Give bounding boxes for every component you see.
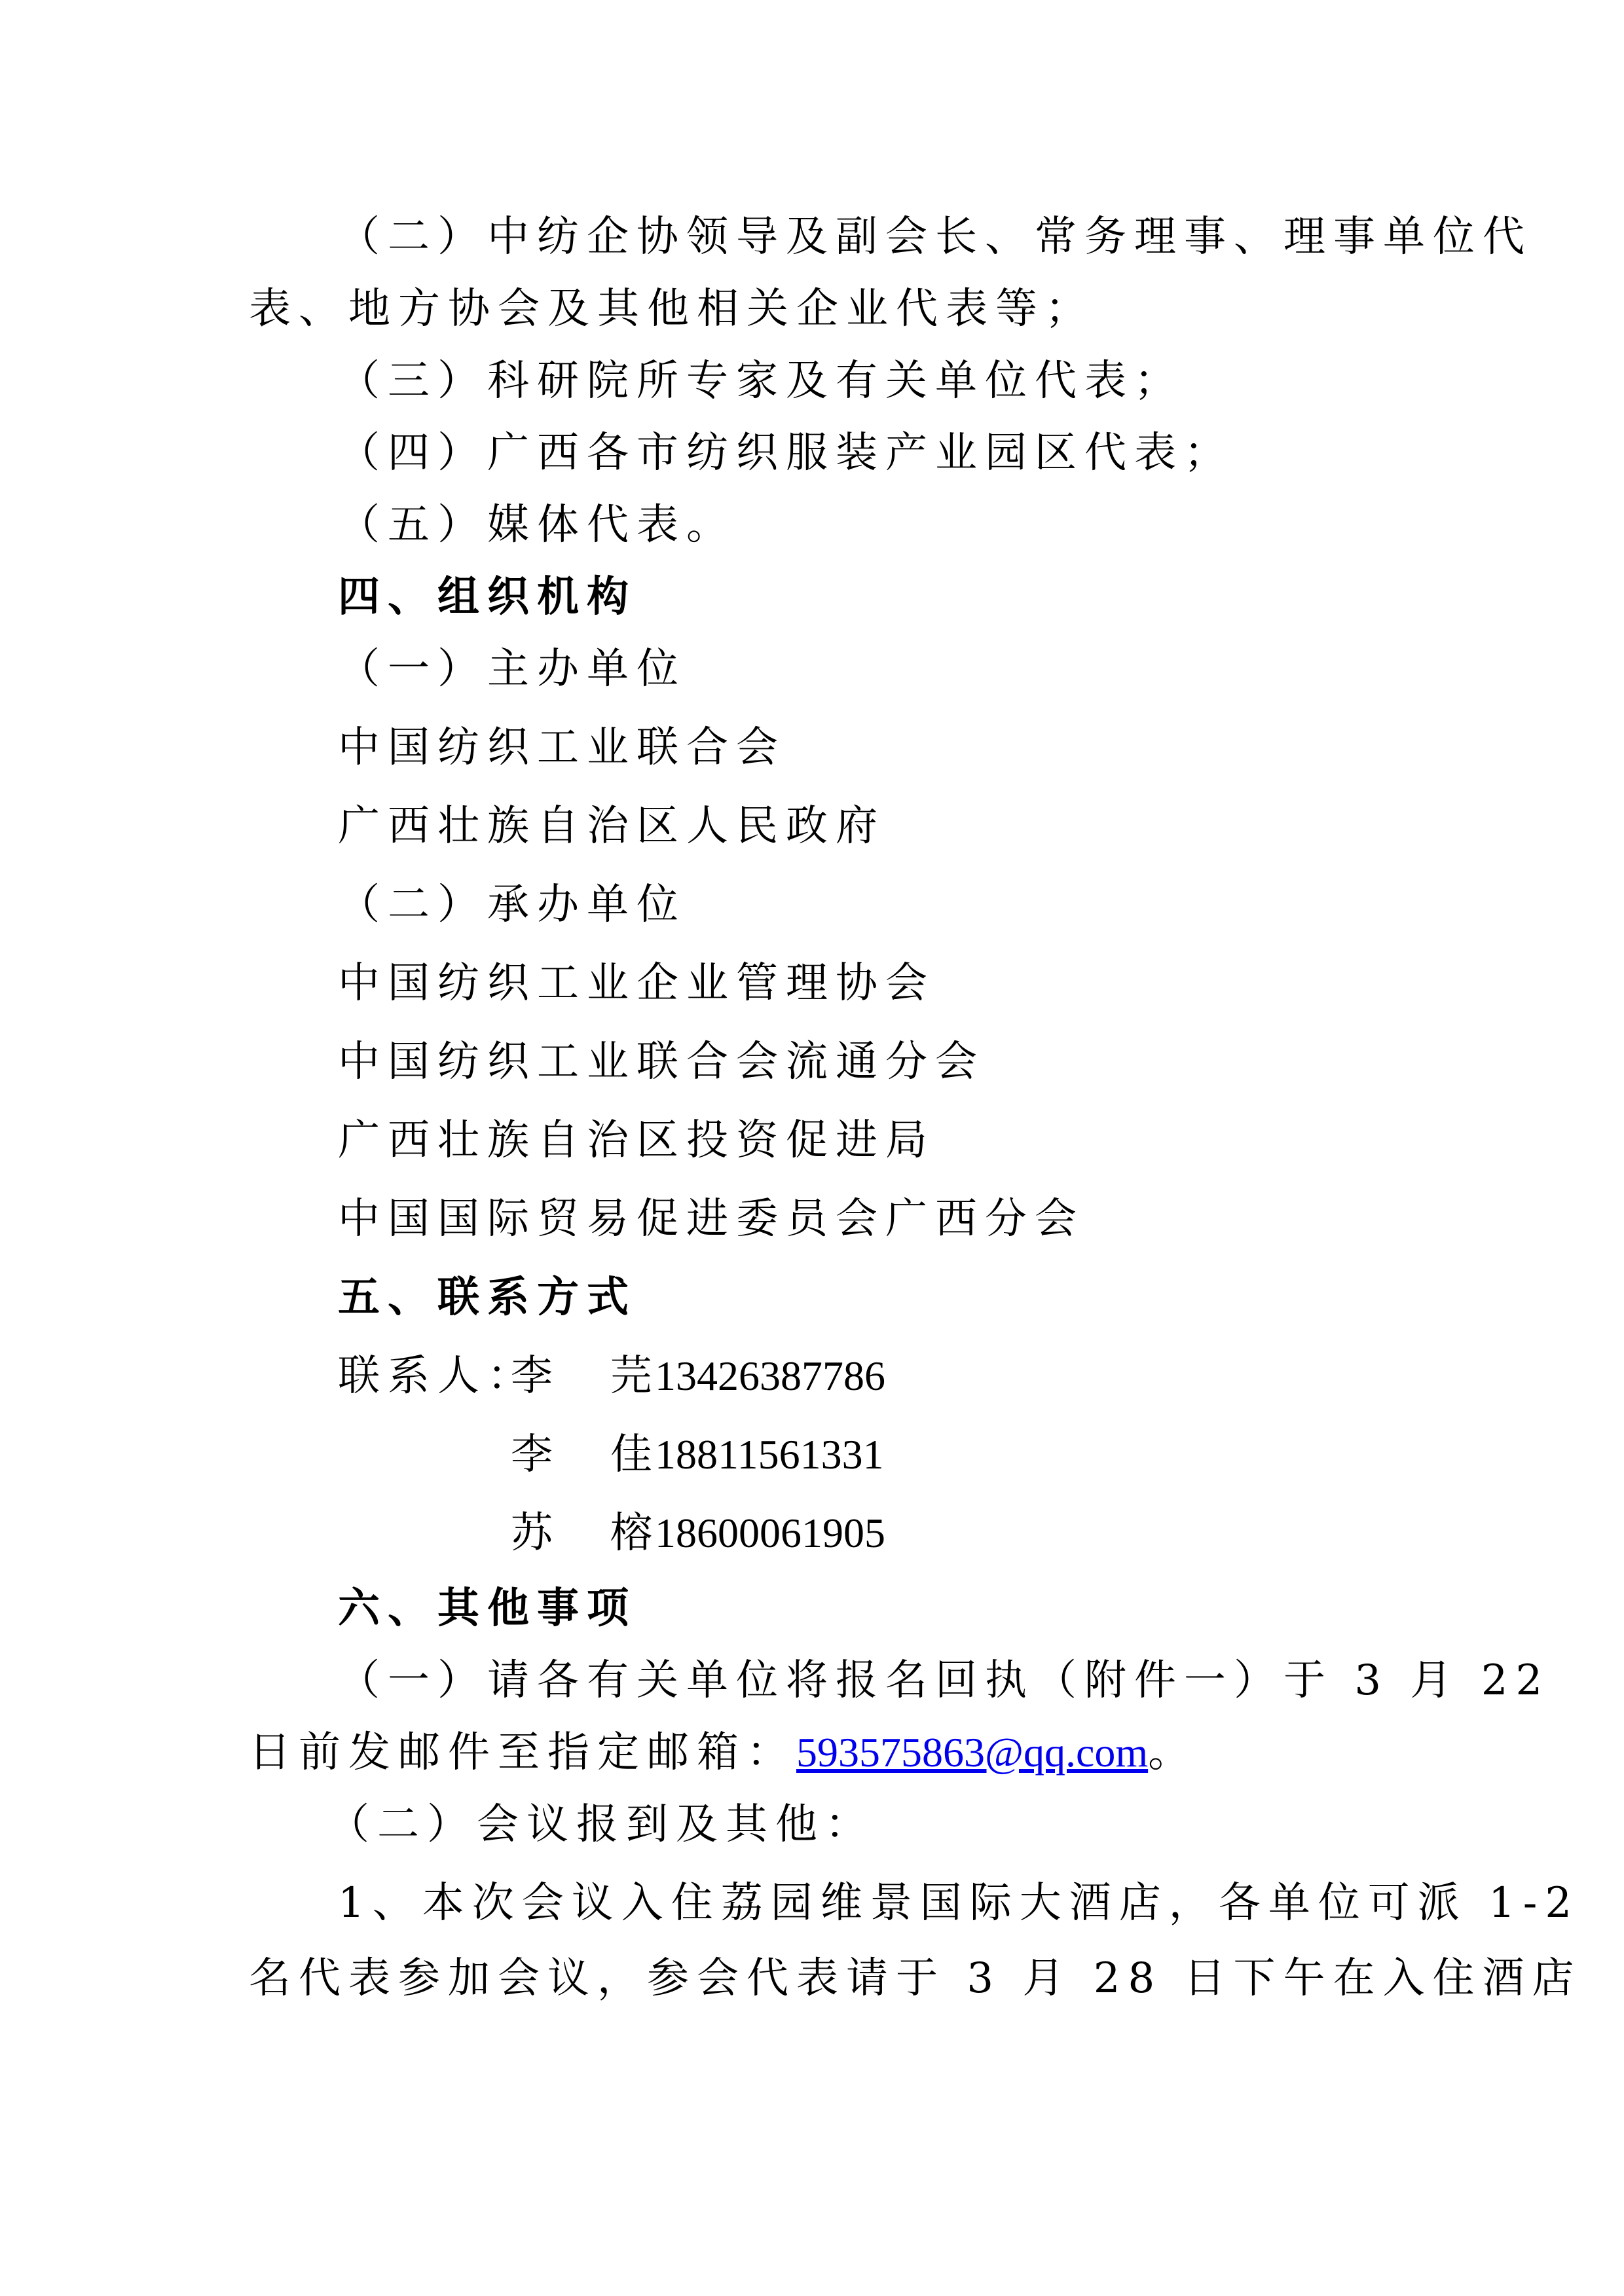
- attendee-item-2-cont: 表、地方协会及其他相关企业代表等；: [249, 285, 1095, 333]
- contact-name-2: 李 佳: [511, 1430, 660, 1479]
- attendee-item-2: （二）中纺企协领导及副会长、常务理事、理事单位代: [338, 213, 1532, 261]
- attendee-item-4: （四）广西各市纺织服装产业园区代表；: [338, 429, 1234, 477]
- contact-phone-3: 18600061905: [655, 1510, 885, 1556]
- hotel-paragraph-line-2: 名代表参加会议，参会代表请于 3 月 28 日下午在入住酒店: [249, 1954, 1582, 2003]
- contact-label: 联系人：: [338, 1352, 537, 1400]
- section-heading-organization: 四、组织机构: [338, 572, 637, 621]
- section-heading-contact: 五、联系方式: [338, 1273, 637, 1322]
- co-organizer-3: 广西壮族自治区投资促进局: [338, 1116, 935, 1165]
- contact-name-3: 苏 榕: [511, 1509, 660, 1558]
- co-organizer-4: 中国国际贸易促进委员会广西分会: [338, 1195, 1084, 1243]
- organizer-heading: （一）主办单位: [338, 645, 686, 693]
- co-organizer-1: 中国纺织工业企业管理协会: [338, 959, 935, 1008]
- other-item-2: （二）会议报到及其他：: [327, 1800, 875, 1849]
- co-organizer-2: 中国纺织工业联合会流通分会: [338, 1038, 985, 1086]
- contact-phone-2: 18811561331: [655, 1431, 884, 1478]
- co-organizer-heading: （二）承办单位: [338, 881, 686, 929]
- contact-phone-1: 13426387786: [655, 1353, 885, 1399]
- attendee-item-3: （三）科研院所专家及有关单位代表；: [338, 357, 1184, 405]
- hotel-paragraph-line-1: 1、本次会议入住荔园维景国际大酒店，各单位可派 1-2: [338, 1879, 1580, 1927]
- section-heading-other: 六、其他事项: [338, 1584, 637, 1633]
- contact-name-1: 李 芫: [511, 1352, 660, 1400]
- email-link[interactable]: 593575863@qq.com: [796, 1729, 1149, 1776]
- email-suffix-text: 。: [1148, 1728, 1190, 1777]
- attendee-item-5: （五）媒体代表。: [338, 501, 736, 549]
- organizer-1: 中国纺织工业联合会: [338, 723, 786, 772]
- other-item-1: （一）请各有关单位将报名回执（附件一）于 3 月 22: [338, 1656, 1551, 1705]
- other-item-1-cont: [249, 1728, 1190, 1777]
- email-prefix-text: 日前发邮件至指定邮箱：: [249, 1728, 796, 1777]
- organizer-2: 广西壮族自治区人民政府: [338, 802, 885, 850]
